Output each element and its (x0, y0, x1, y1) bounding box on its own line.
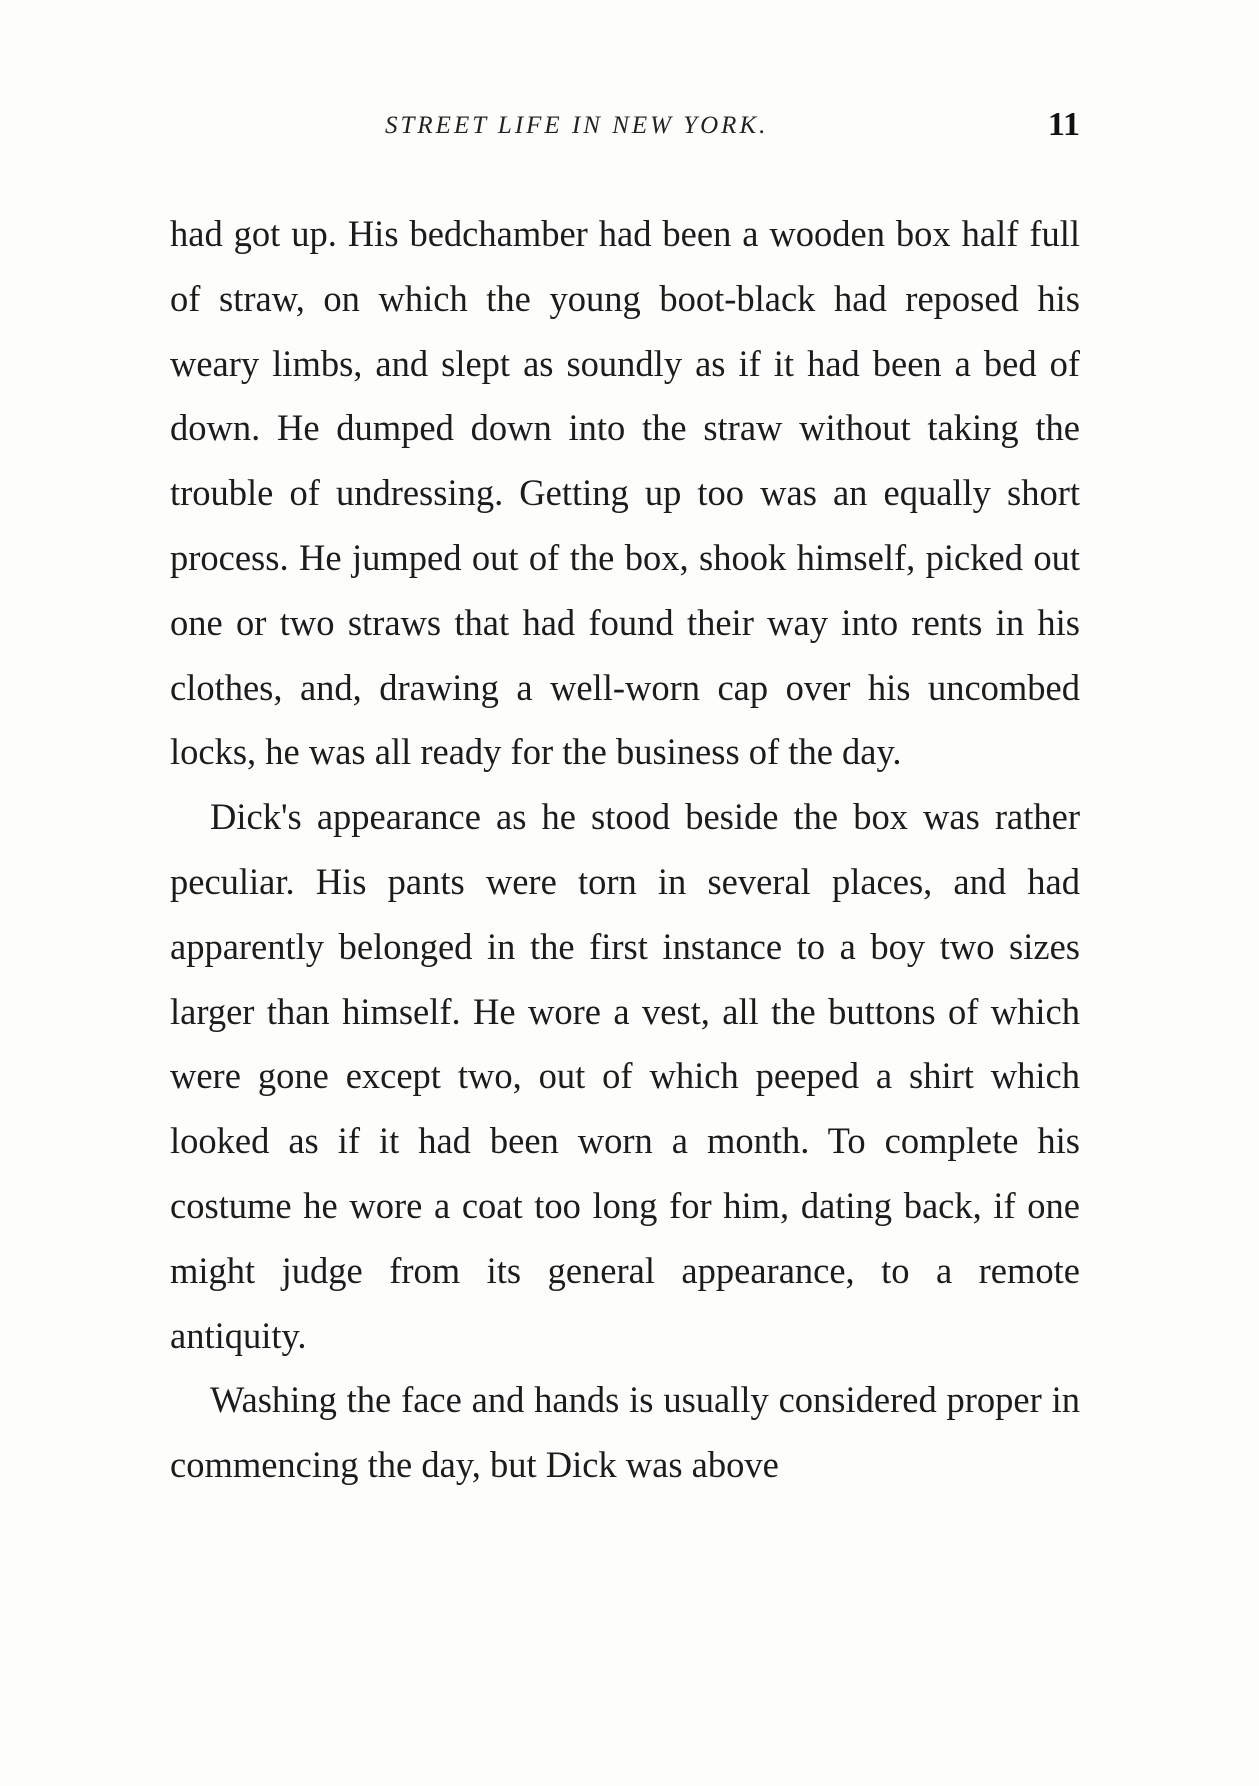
running-title: STREET LIFE IN NEW YORK. (385, 112, 769, 139)
running-header (170, 106, 1080, 152)
body-text (170, 202, 1080, 1498)
paragraph-1: had got up. His bedchamber had been a wooden box half full of straw, on which the young boot-black had reposed his weary limbs, and slept as soundly as if it had been a bed of down. He dumped down into the straw without taking the trouble of undressing. Getting up too was an equally short process. He jumped out of the box, shook himself, picked out one or two straws that had found their way into rents in his clothes, and, drawing a well-worn cap over his uncombed locks, he was all ready for the business of the day. (170, 213, 1080, 773)
paragraph-2: Dick's appearance as he stood beside the box was rather peculiar. His pants were torn in several places, and had apparently belonged in the first instance to a boy two sizes larger than himself. He wore a vest, all the buttons of which were gone except two, out of which peeped a shirt which looked as if it had been worn a month. To complete his costume he wore a coat too long for him, dating back, if one might judge from its general appearance, to a remote antiquity. (170, 796, 1080, 1356)
page-number: 11 (1047, 106, 1080, 143)
paragraph-3: Washing the face and hands is usually considered proper in commencing the day, but Dick was above (170, 1379, 1080, 1486)
